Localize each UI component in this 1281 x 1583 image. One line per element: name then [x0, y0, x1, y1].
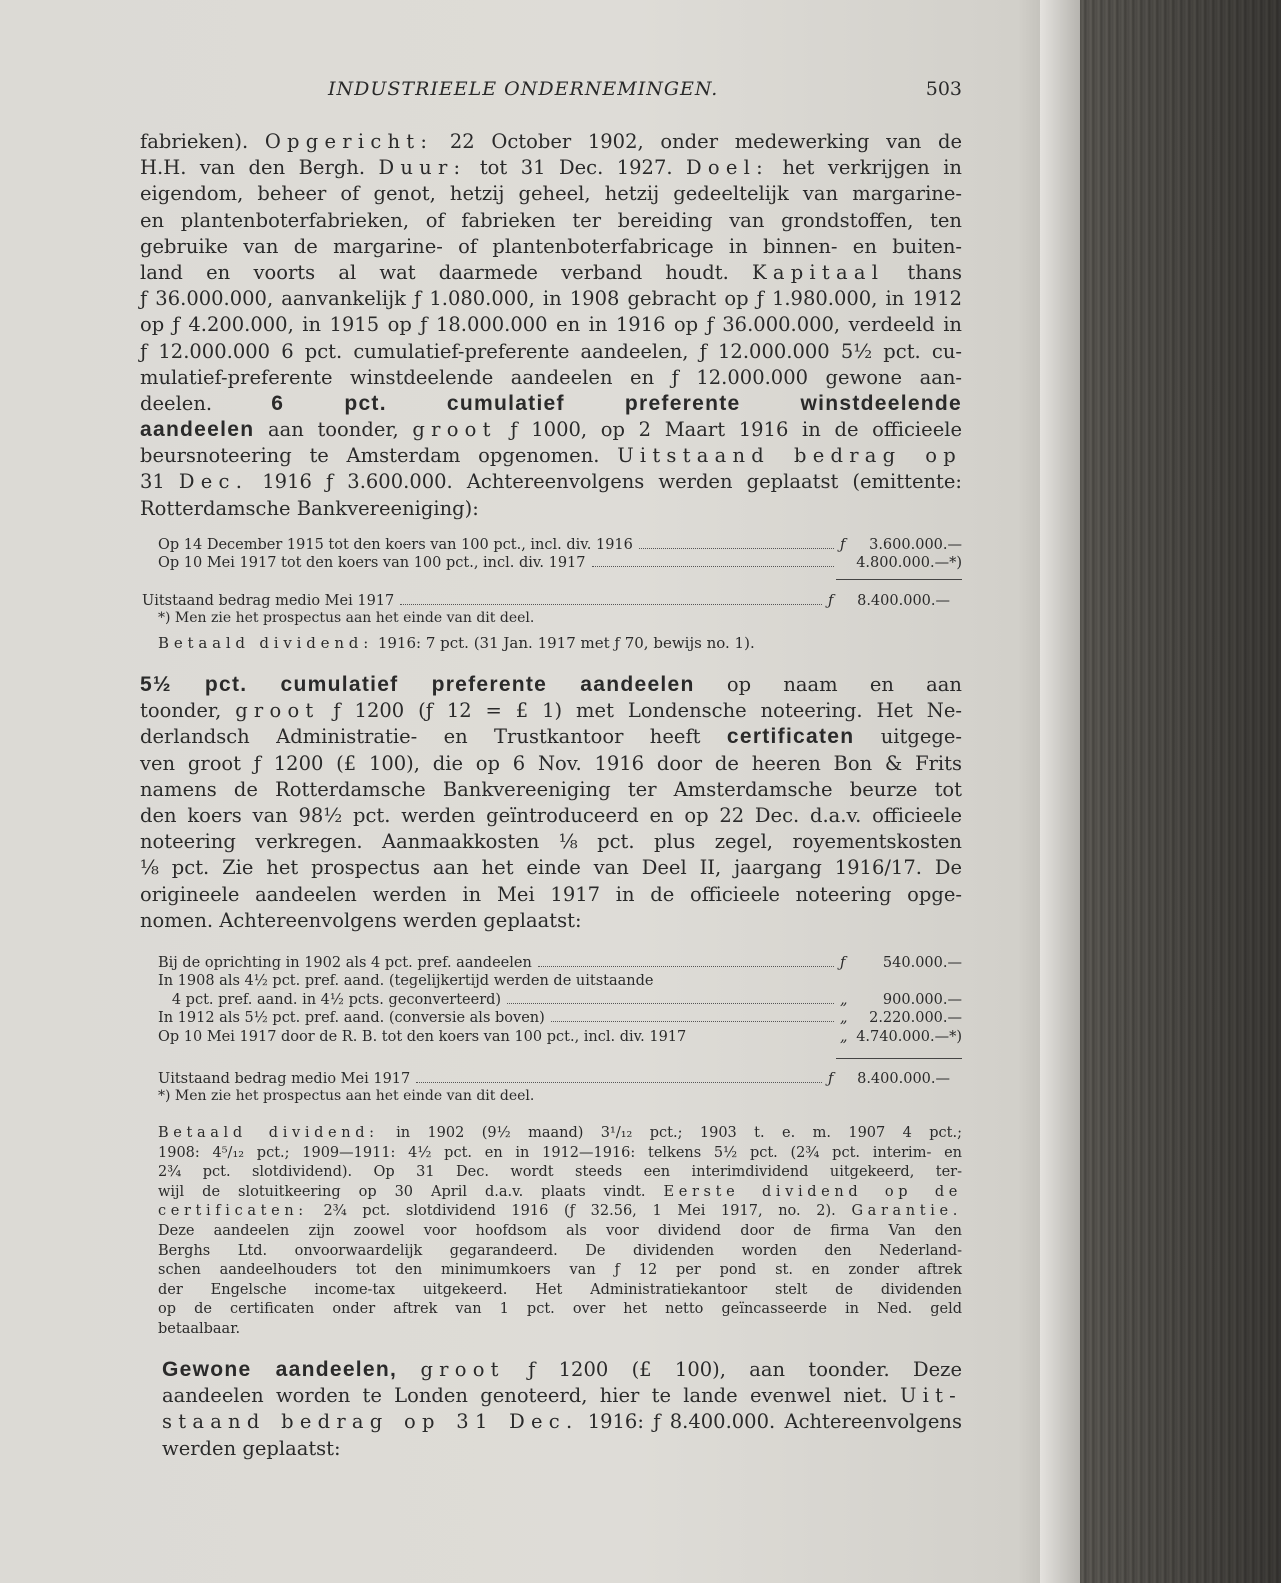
text-segment: 1916 ƒ 3.600.000. Achtereenvolgens werden geplaatst (emittente: [248, 470, 962, 494]
text-line [140, 751, 962, 777]
spaced-emphasis-text: Doel: [686, 156, 769, 180]
text-line [162, 1436, 962, 1462]
text-segment: ƒ 1200 (ƒ 12 = £ 1) met Londensche noteering. Het Ne- [319, 699, 962, 723]
text-line [158, 1281, 962, 1301]
leader-dots [592, 566, 835, 567]
text-segment: 1908: 4⁵/₁₂ pct.; 1909—1911: 4½ pct. en in 1912—1916: telkens 5½ pct. (2¾ pct. interim- en [158, 1144, 962, 1161]
dividend-label: Betaald dividend: [158, 634, 374, 652]
text-segment: beursnoteering te Amsterdam opgenomen. [140, 444, 618, 468]
dividend-line [158, 634, 755, 652]
paragraph-dividend-details [158, 1124, 962, 1340]
text-line [140, 417, 962, 443]
row-label: Bij de oprichting in 1902 als 4 pct. pref. aandeelen [158, 955, 532, 971]
spaced-emphasis-text: Garantie. [851, 1203, 962, 1220]
total-label: Uitstaand bedrag medio Mei 1917 [142, 593, 395, 609]
text-segment: op ƒ 4.200.000, in 1915 op ƒ 18.000.000 en in 1916 op ƒ 36.000.000, verdeeld in [140, 313, 962, 337]
table-row [158, 554, 962, 572]
running-title: INDUSTRIEELE ONDERNEMINGEN. [328, 78, 719, 100]
text-segment: den koers van 98½ pct. werden geïntroduceerd en op 22 Dec. d.a.v. officieele [140, 803, 962, 827]
row-label: Op 10 Mei 1917 tot den koers van 100 pct., incl. div. 1917 [158, 555, 586, 572]
table-row [158, 1028, 962, 1046]
text-line [158, 1124, 962, 1144]
text-segment: op naam en aan [694, 673, 962, 696]
text-segment: ⅛ pct. Zie het prospectus aan het einde van Deel II, jaargang 1916/17. De [140, 856, 962, 880]
text-line [140, 312, 962, 338]
bold-heading-text: Gewone aandeelen, [162, 1358, 398, 1381]
currency-prefix: ƒ [828, 593, 834, 609]
bold-heading-text: 5½ pct. cumulatief preferente aandeelen [140, 673, 695, 696]
bold-heading-text: certificaten [726, 725, 855, 749]
currency-prefix: ƒ [828, 1071, 834, 1087]
leader-dots [400, 604, 822, 605]
total-row-6pct [142, 592, 950, 610]
book-page-edges [1040, 0, 1281, 1583]
text-line [158, 1163, 962, 1183]
row-amount: 4.740.000.—*) [856, 1028, 962, 1045]
row-amount: 4.800.000.—*) [856, 555, 962, 572]
dividend-text: 1916: 7 pct. (31 Jan. 1917 met ƒ 70, bewijs no. 1). [373, 634, 755, 652]
text-segment: eigendom, beheer of genot, hetzij geheel, hetzij gedeeltelijk van margarine- [140, 182, 962, 206]
leader-dots [551, 1021, 834, 1022]
spaced-emphasis-text: groot [412, 418, 497, 442]
text-segment: schen aandeelhouders tot den minimumkoers van ƒ 12 per pond st. en zonder aftrek [158, 1262, 962, 1279]
text-line [140, 469, 962, 495]
text-segment: het verkrijgen in [768, 156, 962, 180]
row-label: 4 pct. pref. aand. in 4½ pcts. geconverteerd) [158, 991, 502, 1008]
currency-prefix: „ [840, 991, 848, 1008]
spaced-emphasis-text: groot [420, 1358, 505, 1381]
text-line [158, 1242, 962, 1262]
text-segment: thans [884, 260, 963, 284]
leader-dots [416, 1082, 822, 1083]
text-segment: Berghs Ltd. onvoorwaardelijk gegarandeerd. De dividenden worden den Nederland- [158, 1242, 962, 1259]
text-segment: mulatief-preferente winstdeelende aandeelen en ƒ 12.000.000 gewone aan- [140, 365, 962, 389]
bold-heading-text: 6 pct. cumulatief preferente winstdeelende [271, 391, 962, 415]
text-segment: ƒ 1200 (£ 100), aan toonder. Deze [504, 1358, 962, 1381]
text-line [140, 908, 962, 934]
row-amount: 540.000.— [882, 955, 962, 971]
bold-heading-text: aandeelen [140, 418, 255, 442]
text-line [158, 1300, 962, 1320]
text-line [140, 339, 962, 365]
row-amount: 2.220.000.— [869, 1010, 962, 1027]
text-segment: in 1902 (9½ maand) 3¹/₁₂ pct.; 1903 t. e. m. 1907 4 pct.; [378, 1125, 962, 1141]
text-segment: nomen. Achtereenvolgens werden geplaatst: [140, 908, 582, 932]
table-row [158, 1009, 962, 1027]
text-line [140, 855, 962, 881]
spaced-emphasis-text: Uitstaand bedrag op [617, 444, 963, 468]
sum-rule [836, 1058, 962, 1059]
total-label: Uitstaand bedrag medio Mei 1917 [158, 1071, 411, 1087]
leader-dots [639, 548, 834, 549]
spaced-emphasis-text: Eerste dividend op de [663, 1183, 962, 1200]
paragraph-5half-pct-shares [140, 672, 962, 934]
text-segment: gebruike van de margarine- of plantenboterfabricage in binnen- en buiten- [140, 234, 962, 258]
text-line [140, 443, 962, 469]
footnote: *) Men zie het prospectus aan het einde van dit deel. [158, 610, 535, 626]
text-segment: ƒ 36.000.000, aanvankelijk ƒ 1.080.000, in 1908 gebracht op ƒ 1.980.000, in 1912 [140, 287, 962, 311]
text-segment: ƒ 12.000.000 6 pct. cumulatief-preferente aandeelen, ƒ 12.000.000 5½ pct. cu- [140, 339, 962, 363]
text-segment: aan toonder, [254, 418, 413, 442]
text-segment: uitgege- [854, 725, 963, 749]
spaced-emphasis-text: Dec. [178, 470, 249, 494]
text-segment: 22 October 1902, onder medewerking van de [433, 130, 962, 153]
spaced-emphasis-text: certificaten: [158, 1203, 308, 1220]
text-segment: 1916: ƒ 8.400.000. Achtereenvolgens [578, 1410, 962, 1434]
spaced-emphasis-text: Kapitaal [752, 260, 885, 284]
table-row [158, 972, 962, 990]
row-amount: 3.600.000.— [869, 537, 962, 553]
currency-prefix: ƒ [840, 955, 846, 971]
text-line [140, 129, 962, 155]
text-segment: fabrieken). [140, 130, 265, 153]
text-line [158, 1183, 962, 1203]
text-segment: land en voorts al wat daarmede verband houdt. [140, 260, 753, 284]
text-segment: ven groot ƒ 1200 (£ 100), die op 6 Nov. 1916 door de heeren Bon & Frits [140, 751, 962, 775]
text-line [162, 1357, 962, 1383]
text-line [140, 286, 962, 312]
text-line [158, 1261, 962, 1281]
paragraph-ordinary-shares [162, 1357, 962, 1462]
text-segment: aandeelen worden te Londen genoteerd, hier te lande evenwel niet. [162, 1384, 900, 1408]
text-segment: toonder, [140, 699, 236, 723]
placement-table-6pct [158, 536, 962, 573]
text-line [140, 672, 962, 698]
text-line [158, 1202, 962, 1222]
footnote: *) Men zie het prospectus aan het einde van dit deel. [158, 1088, 535, 1104]
text-segment: werden geplaatst: [162, 1436, 341, 1460]
text-line [140, 155, 962, 181]
paragraph-company-description [140, 129, 962, 522]
text-line [158, 1320, 962, 1340]
table-row [158, 954, 962, 972]
text-segment: der Engelsche income-tax uitgekeerd. Het Administratiekantoor stelt de dividenden [158, 1281, 962, 1298]
text-segment: Deze aandeelen zijn zoowel voor hoofdsom als voor dividend door de firma Van den [158, 1222, 962, 1239]
text-line [162, 1409, 962, 1435]
row-label: Op 14 December 1915 tot den koers van 100 pct., incl. div. 1916 [158, 537, 633, 553]
text-segment: op de certificaten onder aftrek van 1 pct. over het netto geïncasseerde in Ned. geld [158, 1301, 962, 1318]
row-label: In 1912 als 5½ pct. pref. aand. (conversie als boven) [158, 1010, 545, 1027]
row-label: In 1908 als 4½ pct. pref. aand. (tegelijkertijd werden de uitstaande [158, 973, 654, 990]
sum-rule [836, 579, 962, 580]
text-segment [397, 1358, 420, 1381]
running-header [140, 78, 962, 104]
text-line [140, 260, 962, 286]
leader-dots [538, 966, 834, 967]
placement-table-5half-pct [158, 954, 962, 1046]
spaced-emphasis-text: Uit- [899, 1384, 962, 1408]
total-row-5half-pct [158, 1070, 950, 1088]
text-line [140, 803, 962, 829]
text-line [140, 777, 962, 803]
text-segment: Rotterdamsche Bankvereeniging): [140, 496, 479, 520]
text-segment: derlandsch Administratie- en Trustkantoor heeft [140, 725, 727, 749]
text-line [140, 698, 962, 724]
text-segment: tot 31 Dec. 1927. [466, 156, 687, 180]
row-label: Op 10 Mei 1917 door de R. B. tot den koers van 100 pct., incl. div. 1917 [158, 1028, 687, 1045]
text-segment: en plantenboterfabrieken, of fabrieken ter bereiding van grondstoffen, ten [140, 208, 962, 232]
text-line [140, 234, 962, 260]
text-line [140, 496, 962, 522]
text-segment: 2¾ pct. slotdividend). Op 31 Dec. wordt steeds een interimdividend uitgekeerd, ter- [158, 1164, 962, 1181]
currency-prefix: „ [840, 1010, 848, 1027]
text-line [140, 829, 962, 855]
total-amount: 8.400.000.— [857, 1071, 950, 1087]
spaced-emphasis-text: Betaald dividend: [158, 1125, 379, 1141]
total-amount: 8.400.000.— [857, 593, 950, 609]
text-segment: 31 [140, 470, 179, 494]
text-line [140, 181, 962, 207]
currency-prefix: ƒ [840, 537, 846, 553]
text-segment: H.H. van den Bergh. [140, 156, 379, 180]
text-segment: wijl de slotuitkeering op 30 April d.a.v. plaats vindt. [158, 1183, 664, 1200]
text-line [140, 724, 962, 750]
text-segment: ƒ 1000, op 2 Maart 1916 in de officieele [496, 418, 963, 442]
text-segment: deelen. [140, 391, 272, 415]
text-line [158, 1144, 962, 1164]
currency-prefix: „ [840, 1028, 848, 1045]
text-line [140, 365, 962, 391]
text-segment: betaalbaar. [158, 1320, 241, 1337]
spaced-emphasis-text: Opgericht: [264, 130, 434, 153]
leader-dots [507, 1003, 834, 1004]
text-segment: noteering verkregen. Aanmaakkosten ⅛ pct. plus zegel, royementskosten [140, 830, 962, 854]
row-amount: 900.000.— [882, 991, 962, 1008]
text-line [140, 208, 962, 234]
spaced-emphasis-text: Duur: [378, 156, 467, 180]
text-line [162, 1383, 962, 1409]
text-line [158, 1222, 962, 1242]
text-line [140, 882, 962, 908]
text-segment: origineele aandeelen werden in Mei 1917 in de officieele noteering opge- [140, 882, 962, 906]
text-segment: 2¾ pct. slotdividend 1916 (ƒ 32.56, 1 Mei 1917, no. 2). [307, 1203, 852, 1220]
page-number: 503 [925, 78, 962, 100]
spaced-emphasis-text: staand bedrag op 31 Dec. [162, 1410, 579, 1434]
text-line [140, 391, 962, 417]
table-row [158, 536, 962, 554]
table-row [158, 991, 962, 1009]
text-segment: namens de Rotterdamsche Bankvereeniging ter Amsterdamsche beurze tot [140, 777, 962, 801]
spaced-emphasis-text: groot [235, 699, 320, 723]
